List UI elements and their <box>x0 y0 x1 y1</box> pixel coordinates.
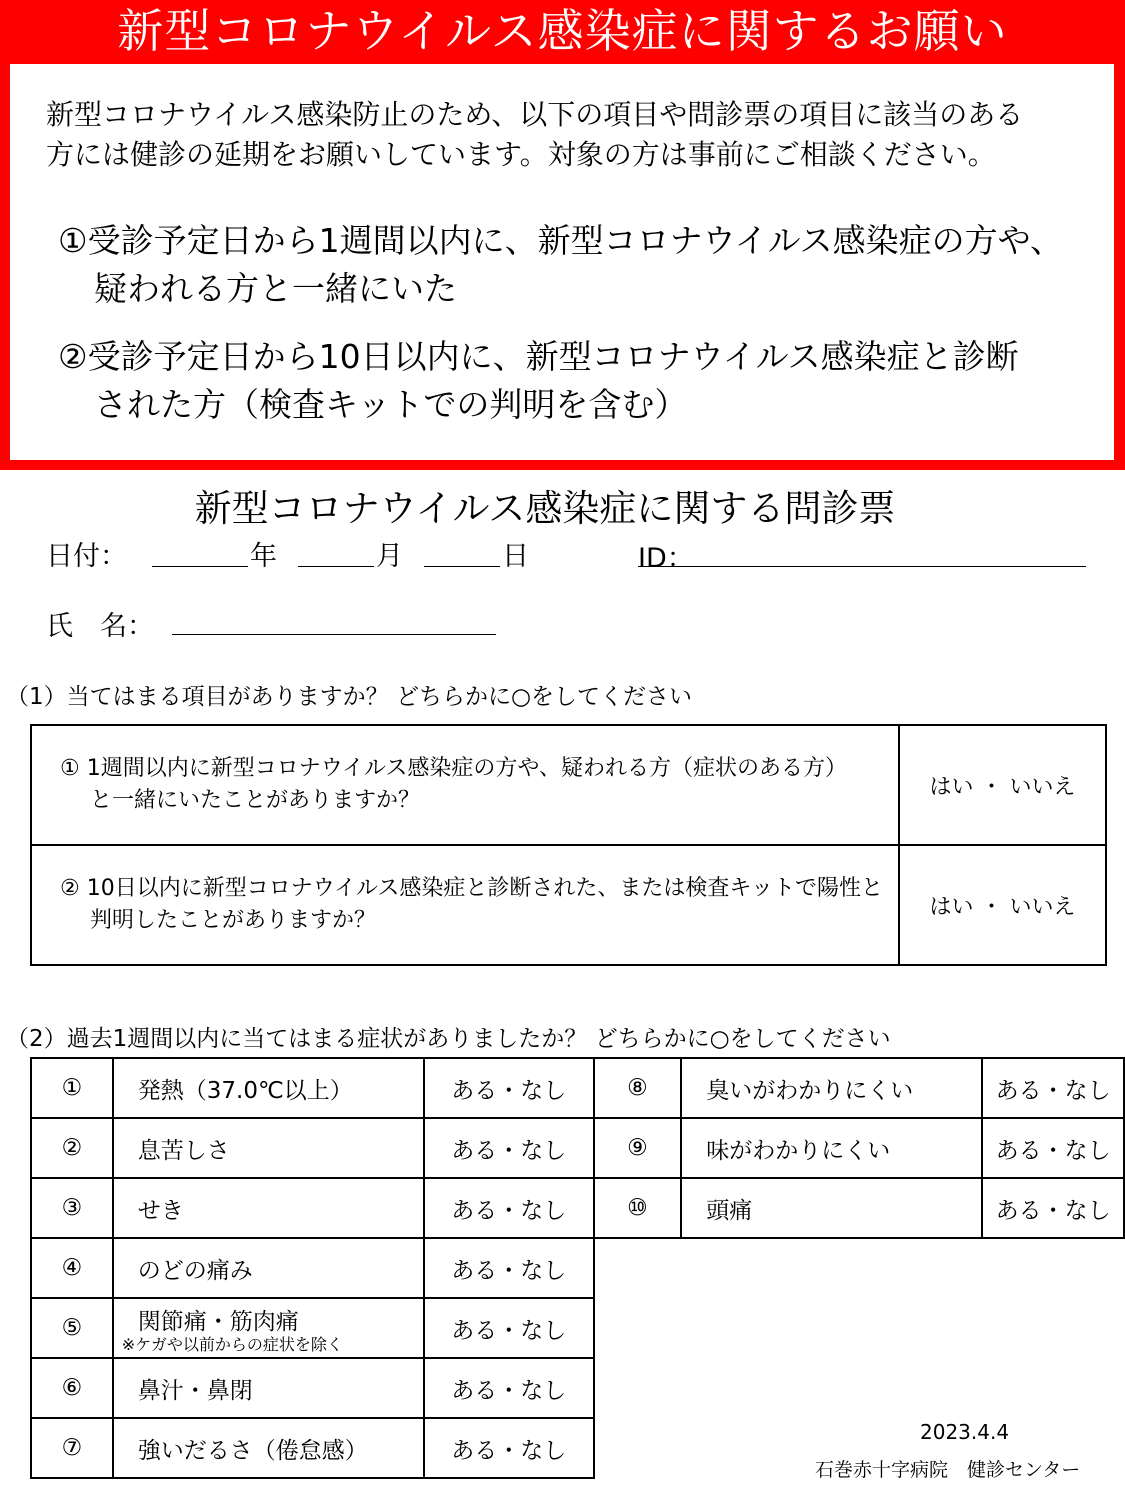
empty-area <box>594 1358 1124 1418</box>
question-text: と一緒にいたことがありますか？ <box>90 788 421 813</box>
question-cell <box>31 725 899 845</box>
answer-cell[interactable]: ある・なし <box>424 1178 594 1238</box>
day-label: 日 <box>502 541 529 572</box>
table-row <box>31 1298 1124 1358</box>
symptom-name: のどの痛み <box>113 1238 424 1298</box>
symptom-note: ※ケガや以前からの症状を除く <box>121 1334 343 1354</box>
notice-item2-line2: された方（検査キットでの判明を含む） <box>94 385 688 424</box>
question-text: 判明したことがありますか？ <box>90 908 377 933</box>
year-label: 年 <box>250 541 277 572</box>
section1-heading: （1）当てはまる項目がありますか？ どちらかに○をしてください <box>6 684 693 710</box>
symptom-number: ⑤ <box>31 1298 113 1358</box>
answer-cell[interactable]: はい ・ いいえ <box>899 845 1106 965</box>
answer-cell[interactable]: ある・なし <box>424 1058 594 1118</box>
table-row <box>31 1118 1124 1178</box>
month-blank[interactable] <box>298 566 374 567</box>
symptom-cell <box>113 1298 424 1358</box>
symptom-name: 味がわかりにくい <box>681 1118 982 1178</box>
table-row <box>31 1178 1124 1238</box>
answer-cell[interactable]: はい ・ いいえ <box>899 725 1106 845</box>
answer-cell[interactable]: ある・なし <box>424 1418 594 1478</box>
question-text: ① 1週間以内に新型コロナウイルス感染症の方や、疑われる方（症状のある方） <box>60 756 847 781</box>
name-blank[interactable] <box>172 634 496 635</box>
symptom-name: 息苦しさ <box>113 1118 424 1178</box>
symptom-number: ⑧ <box>594 1058 682 1118</box>
form-title: 新型コロナウイルス感染症に関する問診票 <box>194 487 896 530</box>
symptom-name: 臭いがわかりにくい <box>681 1058 982 1118</box>
name-label: 氏 名： <box>46 611 154 642</box>
answer-cell[interactable]: ある・なし <box>424 1238 594 1298</box>
symptom-number: ⑥ <box>31 1358 113 1418</box>
symptom-name: 発熱（37.0℃以上） <box>113 1058 424 1118</box>
table-row <box>31 1358 1124 1418</box>
notice-item1-line2: 疑われる方と一緒にいた <box>94 269 457 308</box>
year-blank[interactable] <box>152 566 248 567</box>
day-blank[interactable] <box>424 566 500 567</box>
symptom-name: 頭痛 <box>681 1178 982 1238</box>
notice-item1-line1: ①受診予定日から1週間以内に、新型コロナウイルス感染症の方や、 <box>58 221 1063 260</box>
empty-area <box>594 1238 1124 1298</box>
question-text: ② 10日以内に新型コロナウイルス感染症と診断された、または検査キットで陽性と <box>60 876 883 901</box>
answer-cell[interactable]: ある・なし <box>982 1058 1124 1118</box>
symptom-table <box>30 1057 1125 1479</box>
answer-cell[interactable]: ある・なし <box>982 1178 1124 1238</box>
id-label: ID： <box>638 543 694 574</box>
document-date: 2023.4.4 <box>920 1420 1010 1444</box>
symptom-name: 鼻汁・鼻閉 <box>113 1358 424 1418</box>
month-label: 月 <box>376 541 403 572</box>
symptom-number: ③ <box>31 1178 113 1238</box>
notice-intro-line2: 方には健診の延期をお願いしています。対象の方は事前にご相談ください。 <box>46 138 996 171</box>
organization-name: 石巻赤十字病院 健診センター <box>815 1459 1081 1481</box>
section1-table <box>30 724 1107 966</box>
date-label: 日付： <box>46 541 127 572</box>
symptom-number: ⑩ <box>594 1178 682 1238</box>
table-row <box>31 1058 1124 1118</box>
section2-heading: （2）過去1週間以内に当てはまる症状がありましたか？ どちらかに○をしてください <box>6 1026 891 1052</box>
notice-title: 新型コロナウイルス感染症に関するお願い <box>117 4 1008 58</box>
notice-item2-line1: ②受診予定日から10日以内に、新型コロナウイルス感染症と診断 <box>58 337 1019 376</box>
symptom-name: 関節痛・筋肉痛 <box>137 1308 299 1335</box>
symptom-number: ① <box>31 1058 113 1118</box>
id-blank[interactable] <box>638 566 1086 567</box>
answer-cell[interactable]: ある・なし <box>424 1298 594 1358</box>
symptom-number: ② <box>31 1118 113 1178</box>
symptom-number: ⑨ <box>594 1118 682 1178</box>
table-row <box>31 1238 1124 1298</box>
table-row <box>31 725 1106 845</box>
table-row <box>31 845 1106 965</box>
notice-intro-line1: 新型コロナウイルス感染防止のため、以下の項目や問診票の項目に該当のある <box>46 98 1024 131</box>
question-cell <box>31 845 899 965</box>
answer-cell[interactable]: ある・なし <box>424 1118 594 1178</box>
answer-cell[interactable]: ある・なし <box>424 1358 594 1418</box>
symptom-number: ④ <box>31 1238 113 1298</box>
answer-cell[interactable]: ある・なし <box>982 1118 1124 1178</box>
symptom-number: ⑦ <box>31 1418 113 1478</box>
symptom-name: せき <box>113 1178 424 1238</box>
empty-area <box>594 1298 1124 1358</box>
symptom-name: 強いだるさ（倦怠感） <box>113 1418 424 1478</box>
